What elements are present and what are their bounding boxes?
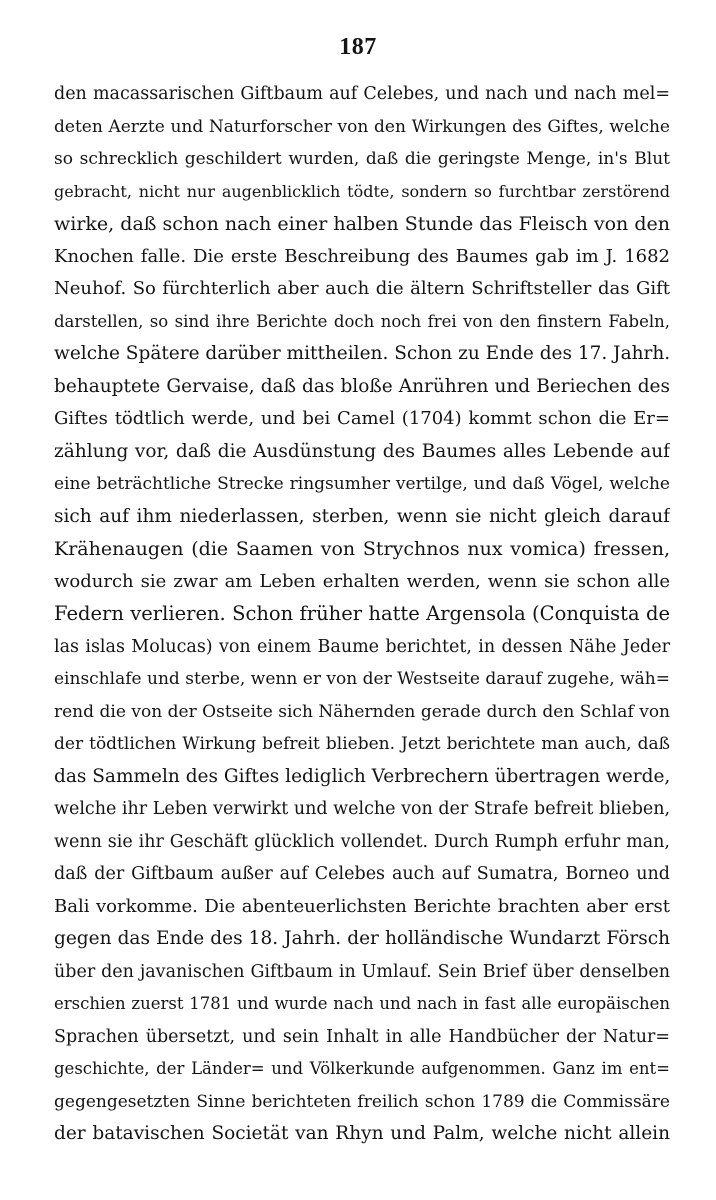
text-line: der batavischen Societät van Rhyn und Palm, welche nicht allein bbox=[54, 1123, 670, 1144]
text-line: zählung vor, daß die Ausdünstung des Baumes alles Lebende auf bbox=[54, 440, 670, 462]
text-line: daß der Giftbaum außer auf Celebes auch auf Sumatra, Borneo und bbox=[54, 864, 670, 884]
text-line: eine beträchtliche Strecke ringsumher vertilge, und daß Vögel, welche bbox=[54, 474, 670, 494]
text-line: einschlafe und sterbe, wenn er von der Westseite darauf zugehe, wäh= bbox=[54, 669, 670, 689]
text-line: wenn sie ihr Geschäft glücklich vollendet. Durch Rumph erfuhr man, bbox=[54, 831, 670, 852]
text-line: deten Aerzte und Naturforscher von den Wirkungen des Giftes, welche bbox=[54, 116, 670, 137]
page-number: 187 bbox=[339, 34, 377, 60]
text-line: geschichte, der Länder= und Völkerkunde aufgenommen. Ganz im ent= bbox=[54, 1059, 670, 1078]
text-line: wirke, daß schon nach einer halben Stunde das Fleisch von den bbox=[54, 213, 670, 235]
text-line: las islas Molucas) von einem Baume berichtet, in dessen Nähe Jeder bbox=[54, 636, 670, 657]
text-line: rend die von der Ostseite sich Nähernden gerade durch den Schlaf von bbox=[54, 701, 670, 722]
text-line: sich auf ihm niederlassen, sterben, wenn sie nicht gleich darauf bbox=[54, 505, 670, 527]
text-line: den macassarischen Giftbaum auf Celebes, und nach und nach mel= bbox=[54, 84, 670, 104]
text-line: welche ihr Leben verwirkt und welche von der Strafe befreit blieben, bbox=[54, 799, 670, 819]
text-line: so schrecklich geschildert wurden, daß die geringste Menge, in's Blut bbox=[54, 149, 670, 169]
text-line: Giftes tödtlich werde, und bei Camel (1704) kommt schon die Er= bbox=[54, 408, 670, 429]
text-line: Sprachen übersetzt, und sein Inhalt in alle Handbücher der Natur= bbox=[54, 1026, 670, 1047]
text-line: gegengesetzten Sinne berichteten freilich schon 1789 die Commissäre bbox=[54, 1091, 670, 1112]
text-line: Bali vorkomme. Die abenteuerlichsten Berichte brachten aber erst bbox=[54, 895, 670, 917]
text-line: Neuhof. So fürchterlich aber auch die ältern Schriftsteller das Gift bbox=[54, 278, 670, 299]
text-line: gebracht, nicht nur augenblicklich tödte, sondern so furchtbar zerstörend bbox=[54, 181, 670, 201]
text-line: welche Spätere darüber mittheilen. Schon zu Ende des 17. Jahrh. bbox=[54, 343, 670, 364]
text-line: wodurch sie zwar am Leben erhalten werden, wenn sie schon alle bbox=[54, 570, 670, 592]
text-line: erschien zuerst 1781 und wurde nach und nach in fast alle europäischen bbox=[54, 994, 670, 1013]
text-line: gegen das Ende des 18. Jahrh. der holländische Wundarzt Försch bbox=[54, 928, 670, 949]
text-line: über den javanischen Giftbaum in Umlauf. Sein Brief über denselben bbox=[54, 961, 670, 982]
text-line: Krähenaugen (die Saamen von Strychnos nux vomica) fressen, bbox=[54, 538, 670, 560]
text-line: das Sammeln des Giftes lediglich Verbrechern übertragen werde, bbox=[54, 765, 670, 787]
text-line: der tödtlichen Wirkung befreit blieben. Jetzt berichtete man auch, daß bbox=[54, 734, 670, 754]
text-line: Federn verlieren. Schon früher hatte Argensola (Conquista de bbox=[54, 602, 670, 625]
text-line: darstellen, so sind ihre Berichte doch noch frei von den finstern Fabeln, bbox=[54, 311, 670, 331]
text-line: behauptete Gervaise, daß das bloße Anrühren und Beriechen des bbox=[54, 375, 670, 397]
text-line: Knochen falle. Die erste Beschreibung des Baumes gab im J. 1682 bbox=[54, 245, 670, 267]
body-text bbox=[54, 78, 670, 1151]
